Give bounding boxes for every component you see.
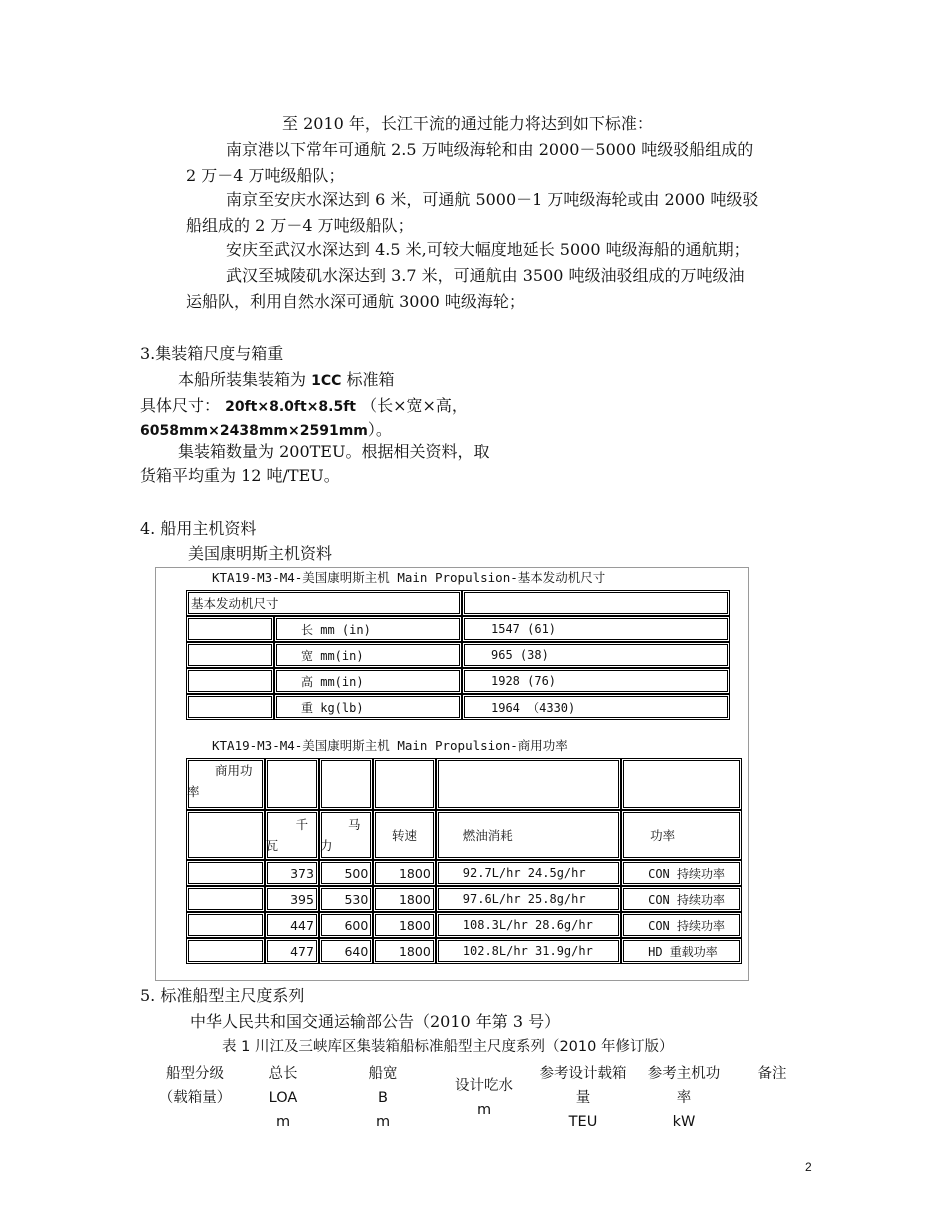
dims-value: 1964 （4330) [462, 694, 730, 720]
power-empty [186, 938, 265, 964]
intro-line-1: 至 2010 年，长江干流的通过能力将达到如下标准： [282, 114, 653, 133]
cell-rpm: 1800 [373, 938, 435, 964]
header-teu-a: 参考设计载箱 [539, 1066, 627, 1082]
cell-fuel: 108.3L/hr 28.6g/hr [436, 912, 621, 938]
power-empty [186, 860, 265, 886]
dims-empty-cell [186, 668, 274, 694]
header-loa [248, 1062, 318, 1134]
dims-value: 965 (38) [462, 642, 730, 668]
cell-kw: 373 [265, 860, 319, 886]
container-weight-line: 货箱平均重为 12 吨/TEU。 [140, 466, 340, 485]
dims-label: 长 mm (in) [274, 616, 462, 642]
col-hp-a: 马 [347, 817, 361, 832]
container-size-mm-close: ）。 [367, 420, 392, 439]
cell-rating: CON 持续功率 [621, 912, 742, 938]
intro-line-3: 2 万－4 万吨级船队； [186, 166, 345, 185]
cell-rpm: 1800 [373, 912, 435, 938]
table-row [186, 938, 742, 964]
header-beam-a: 船宽 [368, 1066, 398, 1082]
announcement: 中华人民共和国交通运输部公告（2010 年第 3 号） [190, 1012, 561, 1031]
table-row [186, 694, 730, 720]
intro-line-2: 南京港以下常年可通航 2.5 万吨级海轮和由 2000－5000 吨级驳船组成的 [226, 140, 754, 159]
container-size-line [140, 394, 468, 419]
power-empty [319, 758, 373, 810]
container-size-mm: 6058mm×2438mm×2591mm [140, 423, 368, 439]
power-header-a: 商用功 [215, 763, 253, 778]
cell-hp: 600 [319, 912, 373, 938]
container-size-note: （长×宽×高， [361, 396, 468, 415]
header-loa-a: 总长 [268, 1066, 298, 1082]
container-size-label: 具体尺寸： [140, 396, 221, 415]
header-teu-c: TEU [568, 1114, 598, 1130]
dims-value: 1547 (61) [462, 616, 730, 642]
table-row [186, 912, 742, 938]
intro-line-7: 武汉至城陵矶水深达到 3.7 米，可通航由 3500 吨级油驳组成的万吨级油 [226, 266, 745, 285]
container-type-text-a: 本船所装集装箱为 [178, 370, 307, 389]
header-power-b: 率 [676, 1090, 692, 1106]
header-draft-b: m [476, 1102, 492, 1118]
cell-rating: CON 持续功率 [621, 860, 742, 886]
header-power [638, 1062, 730, 1134]
power-empty [436, 758, 621, 810]
cell-rpm: 1800 [373, 860, 435, 886]
cell-hp: 500 [319, 860, 373, 886]
col-kw-a: 千 [295, 817, 309, 832]
dims-empty-cell [186, 642, 274, 668]
page-number: 2 [805, 1160, 812, 1174]
engine-power-table [186, 758, 742, 964]
cell-rating: CON 持续功率 [621, 886, 742, 912]
cell-fuel: 92.7L/hr 24.5g/hr [436, 860, 621, 886]
cell-rating: HD 重载功率 [621, 938, 742, 964]
container-count-line: 集装箱数量为 200TEU。根据相关资料，取 [178, 442, 490, 461]
section-3-title: 3.集装箱尺度与箱重 [140, 344, 284, 363]
section-5-title: 5. 标准船型主尺度系列 [140, 986, 305, 1005]
dims-label: 重 kg(lb) [274, 694, 462, 720]
power-empty [265, 758, 319, 810]
container-type-line [178, 368, 395, 393]
engine-data-image [155, 567, 749, 981]
header-draft-a: 设计吃水 [455, 1078, 513, 1094]
header-class-b: （载箱量） [158, 1090, 232, 1106]
col-kw-header [265, 810, 319, 860]
table-row [186, 758, 742, 810]
intro-line-6: 安庆至武汉水深达到 4.5 米,可较大幅度地延长 5000 吨级海船的通航期； [226, 240, 750, 259]
cell-kw: 477 [265, 938, 319, 964]
header-power-a: 参考主机功 [647, 1066, 721, 1082]
cell-rpm: 1800 [373, 886, 435, 912]
section-4-subtitle: 美国康明斯主机资料 [188, 544, 333, 563]
intro-line-5: 船组成的 2 万－4 万吨级船队； [186, 216, 414, 235]
container-size-ft: 20ft×8.0ft×8.5ft [225, 399, 357, 415]
header-teu [530, 1062, 636, 1134]
table-row [186, 616, 730, 642]
cell-fuel: 102.8L/hr 31.9g/hr [436, 938, 621, 964]
dims-header-empty [462, 590, 730, 616]
engine-dimensions-caption: KTA19-M3-M4-美国康明斯主机 Main Propulsion-基本发动机尺寸 [212, 570, 606, 585]
power-header-b: 率 [187, 784, 200, 799]
engine-power-caption: KTA19-M3-M4-美国康明斯主机 Main Propulsion-商用功率 [212, 738, 568, 753]
power-empty [621, 758, 742, 810]
header-beam [348, 1062, 418, 1134]
cell-kw: 395 [265, 886, 319, 912]
section-4-title: 4. 船用主机资料 [140, 519, 257, 538]
dims-value: 1928 (76) [462, 668, 730, 694]
dims-label: 高 mm(in) [274, 668, 462, 694]
cell-hp: 640 [319, 938, 373, 964]
container-type-text-c: 标准箱 [346, 370, 395, 389]
col-rpm-header: 转速 [373, 810, 435, 860]
table-row [186, 642, 730, 668]
power-empty [186, 886, 265, 912]
header-loa-c: m [275, 1114, 291, 1130]
table-row [186, 590, 730, 616]
header-draft [438, 1074, 530, 1122]
table-caption: 表 1 川江及三峡库区集装箱船标准船型主尺度系列（2010 年修订版） [222, 1039, 674, 1055]
power-empty [186, 810, 265, 860]
header-remarks: 备注 [757, 1066, 787, 1082]
header-class-a: 船型分级 [166, 1066, 224, 1082]
dims-header-cell: 基本发动机尺寸 [186, 590, 462, 616]
intro-line-8: 运船队，利用自然水深可通航 3000 吨级海轮； [186, 292, 525, 311]
col-fuel-header: 燃油消耗 [436, 810, 621, 860]
header-beam-c: m [375, 1114, 391, 1130]
header-power-c: kW [672, 1114, 696, 1130]
cell-kw: 447 [265, 912, 319, 938]
power-empty [373, 758, 435, 810]
intro-line-4: 南京至安庆水深达到 6 米，可通航 5000－1 万吨级海轮或由 2000 吨级驳 [226, 190, 759, 209]
col-kw-b: 瓦 [265, 838, 279, 853]
table-row [186, 668, 730, 694]
header-loa-b: LOA [268, 1090, 298, 1106]
power-header-cell [186, 758, 265, 810]
cell-fuel: 97.6L/hr 25.8g/hr [436, 886, 621, 912]
header-beam-b: B [378, 1090, 388, 1106]
col-hp-b: 力 [319, 838, 333, 853]
col-hp-header [319, 810, 373, 860]
header-teu-b: 量 [575, 1090, 591, 1106]
table-row [186, 860, 742, 886]
dims-label: 宽 mm(in) [274, 642, 462, 668]
cell-hp: 530 [319, 886, 373, 912]
header-class [150, 1062, 240, 1110]
dims-empty-cell [186, 616, 274, 642]
container-type-code: 1CC [311, 373, 342, 389]
power-empty [186, 912, 265, 938]
table-row [186, 810, 742, 860]
engine-dimensions-table [186, 590, 730, 720]
table-row [186, 886, 742, 912]
dims-empty-cell [186, 694, 274, 720]
col-power-header: 功率 [621, 810, 742, 860]
